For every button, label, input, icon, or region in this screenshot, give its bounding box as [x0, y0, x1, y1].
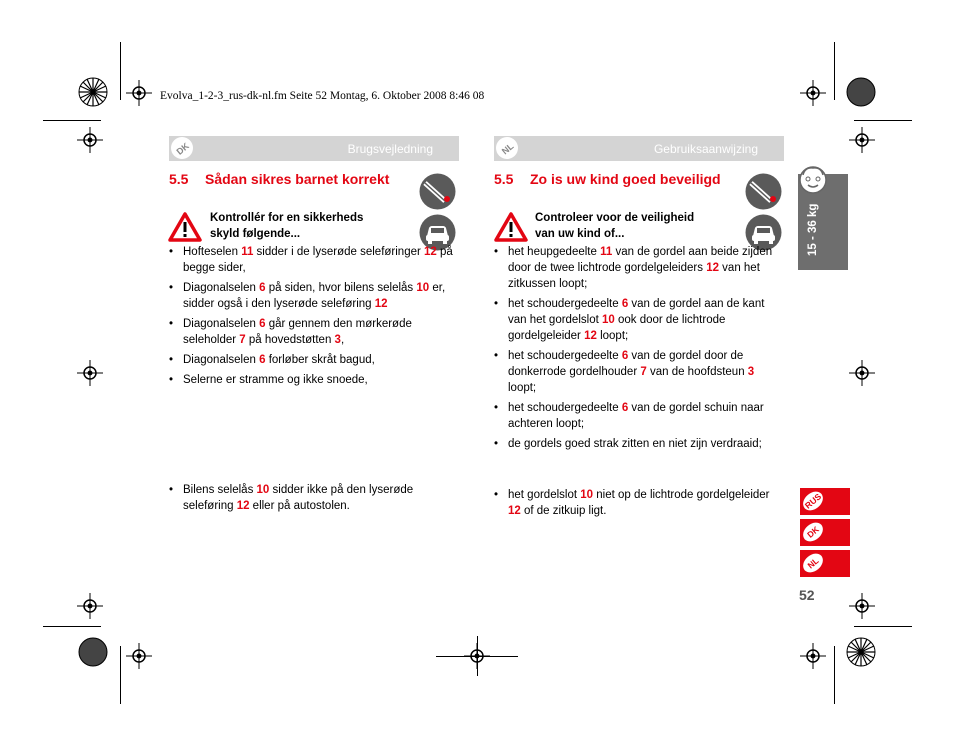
list-item: • Selerne er stramme og ikke snoede, [169, 372, 459, 388]
list-item: • Hofteselen 11 sidder i de lyserøde seleføringer 12 på begge sider, [169, 244, 459, 276]
print-control-texture-icon [846, 77, 876, 107]
list-item: • het gordelslot 10 niet op de lichtrode gordelgeleider 12 of de zitkuip ligt. [494, 487, 782, 519]
list-item: • Bilens selelås 10 sidder ikke på den lyserøde seleføring 12 eller på autostolen. [169, 482, 459, 514]
list-item: • Diagonalselen 6 går gennem den mørkerøde seleholder 7 på hovedstøtten 3, [169, 316, 459, 348]
right-header-label: Gebruiksaanwijzing [653, 142, 758, 156]
warning-triangle-icon [168, 212, 202, 242]
lang-badge-nl [495, 136, 519, 160]
seatbelt-icon [745, 173, 782, 210]
svg-text:DK: DK [174, 140, 191, 157]
list-item: • het schoudergedeelte 6 van de gordel aan de kant van het gordelslot 10 ook door de lichtrode gordelgeleider 12 loopt; [494, 296, 782, 344]
page-number: 52 [799, 587, 815, 603]
print-control-star-icon [78, 77, 108, 107]
registration-mark-icon [77, 127, 103, 153]
left-section-heading: 5.5 Sådan sikres barnet korrekt [169, 171, 390, 187]
lang-tab-rus[interactable]: RUS [800, 488, 850, 515]
svg-text:NL: NL [499, 141, 516, 157]
left-warning-title: Kontrollér for en sikkerheds skyld følgende... [210, 212, 364, 240]
left-header-label: Brugsvejledning [347, 142, 433, 156]
list-item: • Diagonalselen 6 forløber skråt bagud, [169, 352, 459, 368]
print-control-star-icon [846, 637, 876, 667]
registration-mark-icon [849, 127, 875, 153]
lang-tab-dk[interactable]: DK [800, 519, 850, 546]
print-slug-line: Evolva_1-2-3_rus-dk-nl.fm Seite 52 Montag, 6. Oktober 2008 8:46 08 [160, 90, 485, 102]
registration-mark-icon [77, 593, 103, 619]
list-item: • de gordels goed strak zitten en niet zijn verdraaid; [494, 436, 782, 452]
right-checklist-2 [494, 487, 782, 523]
warning-triangle-icon [494, 212, 528, 242]
right-warning-title: Controleer voor de veiligheid van uw kind of... [535, 212, 695, 240]
registration-mark-icon [849, 360, 875, 386]
registration-mark-icon [77, 360, 103, 386]
right-header-bar [494, 136, 784, 161]
right-checklist [494, 244, 782, 456]
list-item: • het schoudergedeelte 6 van de gordel schuin naar achteren loopt; [494, 400, 782, 432]
list-item: • Diagonalselen 6 på siden, hvor bilens selelås 10 er, sidder også i den lyserøde seleføring 12 [169, 280, 459, 312]
lang-tab-nl[interactable]: NL [800, 550, 850, 577]
list-item: • het heupgedeelte 11 van de gordel aan beide zijden door de twee lichtrode gordelgeleiders 12 van het zitkussen loopt; [494, 244, 782, 292]
weight-group-tab: 15 - 36 kg [798, 174, 848, 270]
right-section-heading: 5.5 Zo is uw kind goed beveiligd [494, 171, 721, 187]
child-face-icon [797, 163, 829, 195]
print-control-texture-icon [78, 637, 108, 667]
registration-mark-icon [849, 593, 875, 619]
lang-badge-dk [170, 136, 194, 160]
registration-mark-icon [126, 643, 152, 669]
left-checklist-2 [169, 482, 459, 518]
left-checklist [169, 244, 459, 392]
registration-mark-icon [800, 80, 826, 106]
list-item: • het schoudergedeelte 6 van de gordel door de donkerrode gordelhouder 7 van de hoofdsteun 3 loopt; [494, 348, 782, 396]
left-header-bar [169, 136, 459, 161]
registration-mark-icon [800, 643, 826, 669]
seatbelt-icon [419, 173, 456, 210]
registration-mark-icon [126, 80, 152, 106]
